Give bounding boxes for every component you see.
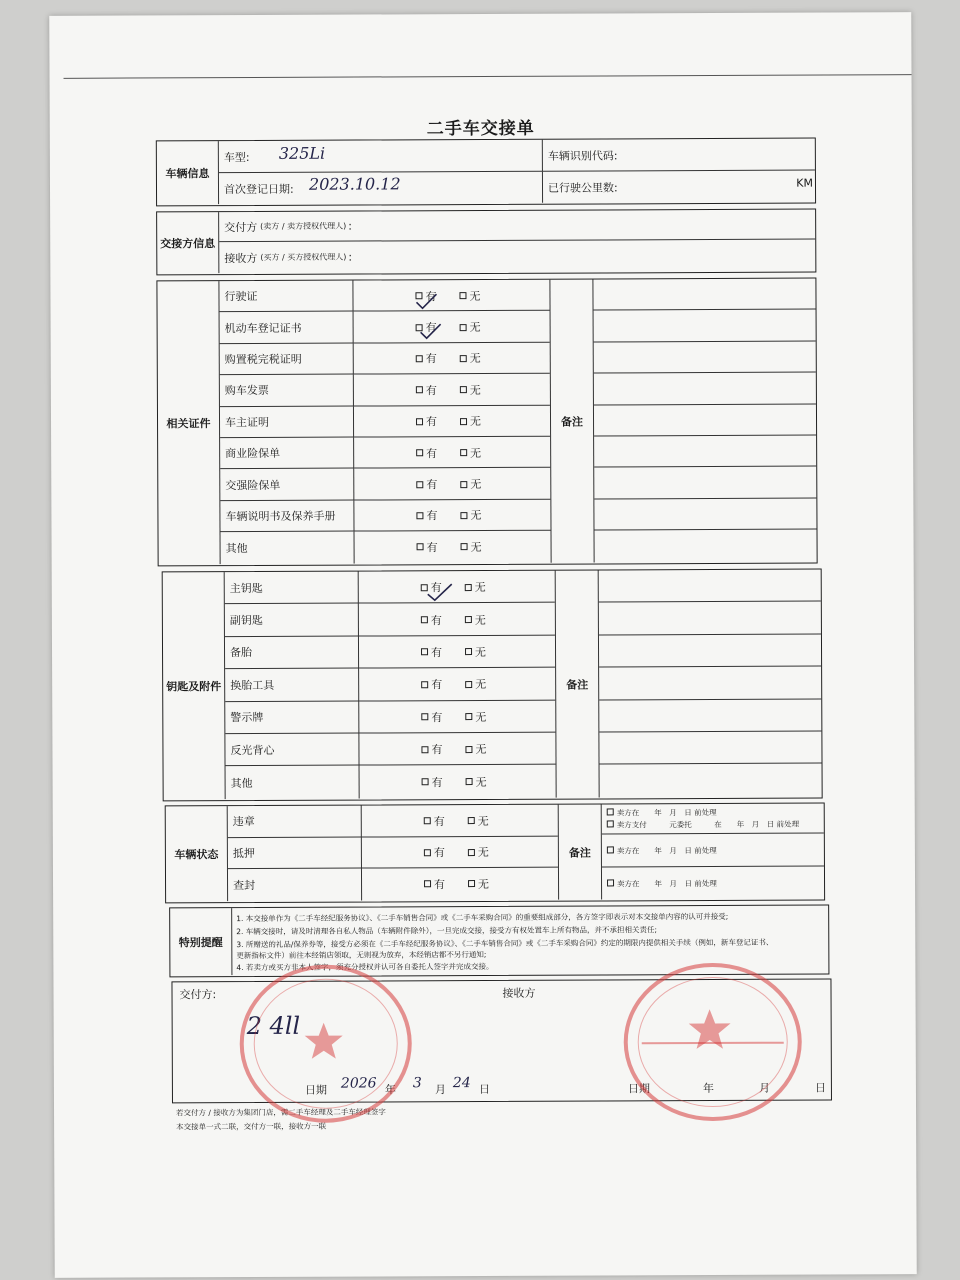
model-field [219,140,543,173]
left-date-day-hw: 24 [452,1075,471,1092]
keys-remark-line [599,634,821,667]
docs-item-name: 机动车登记证书 [224,321,302,335]
no-checkbox-icon [465,746,472,753]
no-checkbox-icon [468,817,475,824]
docs-item-label [220,438,354,470]
deliver-label: 交付方 [224,220,258,234]
footer-note-1: 若交付方 / 接收方为集团门店，需二手车经理及二手车经理签字 [176,1107,386,1118]
yes-checkbox-icon [416,418,423,425]
yes-checkbox-icon [421,616,428,623]
yes-checkbox-icon [421,746,428,753]
docs-option-yes[interactable]: 有 [416,437,437,468]
yes-checkbox-icon [417,544,424,551]
keys-section [162,569,823,802]
yes-checkbox-icon [421,649,428,656]
yes-checkbox-icon [424,881,431,888]
docs-item-label [219,281,353,313]
keys-remark-line [599,732,821,765]
docs-option-no[interactable]: 无 [460,343,481,374]
page-title: 二手车交接单 [426,118,535,140]
vehicle-info-section [156,138,816,207]
status-note-row-2 [602,834,824,868]
no-checkbox-icon [460,386,467,393]
keys-remark-line [599,602,821,635]
status-item-label [228,837,362,869]
docs-remark-line [595,530,817,562]
docs-item-name: 购置税完税证明 [224,352,302,367]
docs-option-yes[interactable]: 有 [416,469,437,500]
keys-option-yes[interactable]: 有 [422,766,443,798]
docs-option-no[interactable]: 无 [460,468,481,499]
mileage-unit: KM [796,176,814,190]
left-date-year-hw: 2026 [340,1075,377,1092]
docs-item-label [220,406,354,438]
docs-option-cell [354,374,550,406]
status-note-4: 卖方在 年 月 日 前处理 [617,878,717,889]
left-date-day: 日 [478,1082,490,1097]
no-checkbox-icon [461,543,468,550]
parties-section [156,209,816,276]
deliver-colon: : [348,219,352,233]
left-company-stamp [239,964,412,1123]
yes-checkbox-icon [416,449,423,456]
no-checkbox-icon [460,449,467,456]
docs-option-cell [354,405,550,437]
keys-remark-line [599,667,821,700]
docs-label: 相关证件 [157,281,220,564]
docs-option-no[interactable]: 无 [460,500,481,531]
parties-label: 交接方信息 [157,212,219,273]
keys-item-label [225,669,359,702]
docs-section [156,278,817,567]
keys-option-cell [360,765,556,798]
docs-remark-line [593,279,815,311]
status-option-no[interactable]: 无 [468,837,489,869]
docs-item-label [220,343,354,375]
docs-option-no[interactable]: 无 [460,437,481,468]
keys-item-label [225,734,359,767]
keys-item-name: 反光背心 [230,743,275,757]
keys-item-label [225,636,359,669]
reminder-line-5: 4. 若卖方或买方非本人签字，须充分授权并认可各自委托人签字并完成交接。 [236,961,494,973]
no-checkbox-icon [465,616,472,623]
docs-remark-line [594,310,816,342]
keys-option-no[interactable]: 无 [465,603,486,635]
receive-field [219,240,815,274]
docs-option-cell [354,311,550,343]
no-checkbox-icon [465,649,472,656]
docs-option-cell [354,343,550,375]
keys-remarks-label: 备注 [555,570,600,797]
right-date-month: 月 [758,1081,770,1095]
status-item-name: 查封 [233,878,256,893]
keys-option-cell [359,603,555,636]
status-note-2: 卖方支付 元委托 在 年 月 日 前处理 [616,819,800,830]
no-checkbox-icon [468,881,475,888]
receive-label: 接收方 [224,251,258,265]
deliver-note: (卖方 / 卖方授权代理人) [260,221,347,231]
no-checkbox-icon [465,713,472,720]
docs-option-cell [355,531,551,563]
docs-item-label [220,312,354,344]
checkmark-icon [419,322,443,340]
docs-remark-line [594,404,816,436]
keys-label: 钥匙及附件 [163,572,226,799]
status-note-3: 卖方在 年 月 日 前处理 [616,845,717,856]
docs-remarks-label: 备注 [549,280,594,563]
keys-option-no[interactable]: 无 [465,636,486,668]
docs-option-no[interactable]: 无 [459,280,480,311]
left-date-month-hw: 3 [412,1075,422,1092]
checkmark-icon [426,582,454,602]
keys-option-cell [359,733,555,766]
docs-remark-line [594,498,816,530]
no-checkbox-icon [466,778,473,785]
checkmark-icon [414,292,438,310]
keys-option-no[interactable]: 无 [465,701,486,733]
receive-sign-label: 接收方 [502,986,536,1000]
reminder-line-2: 2. 车辆交接时，请及时清理各自私人物品（车辆附件除外），一旦完成交接，接受方有权处置车上所有物品，并不承担相关责任; [236,925,658,937]
document-page [49,12,916,1278]
no-checkbox-icon [460,512,467,519]
keys-option-no[interactable]: 无 [465,733,486,765]
keys-item-label [225,701,359,734]
docs-option-yes[interactable]: 有 [416,500,437,531]
keys-option-cell [359,571,555,604]
docs-option-no[interactable]: 无 [460,406,481,437]
docs-item-name: 交强险保单 [225,478,281,492]
left-date-label: 日期 [304,1083,327,1097]
docs-option-yes[interactable]: 有 [416,374,437,405]
docs-item-name: 车主证明 [224,415,270,429]
keys-option-cell [359,635,555,668]
vin-field [543,139,815,172]
mileage-label: 已行驶公里数: [547,180,618,195]
docs-option-no[interactable]: 无 [460,311,481,342]
status-item-name: 抵押 [232,846,255,860]
keys-item-name: 其他 [230,776,253,790]
docs-option-cell [354,468,550,500]
mileage-field [543,171,815,203]
keys-option-yes[interactable]: 有 [421,604,442,636]
reg-date-label: 首次登记日期: [223,182,294,196]
right-date-day: 日 [814,1081,826,1095]
keys-item-name: 副钥匙 [229,614,263,628]
top-rule [64,74,912,79]
docs-item-name: 车辆说明书及保养手册 [225,509,336,524]
reg-date-value: 2023.10.12 [308,174,401,194]
receive-note: (买方 / 买方授权代理人) [260,252,347,262]
docs-remark-line [594,373,816,405]
keys-remark-line [600,764,822,797]
yes-checkbox-icon [421,714,428,721]
docs-item-label [220,375,354,407]
no-checkbox-icon [460,481,467,488]
docs-item-label [221,532,355,564]
left-date-month: 月 [434,1083,446,1097]
status-option-no[interactable]: 无 [468,805,489,837]
right-stamp-star-icon [688,1007,732,1051]
yes-checkbox-icon [424,818,431,825]
model-label: 车型: [223,150,250,164]
keys-option-no[interactable]: 无 [465,668,486,700]
docs-remark-line [594,436,816,468]
docs-item-name: 行驶证 [224,290,258,304]
docs-item-name: 其他 [225,541,248,555]
no-checkbox-icon [468,849,475,856]
status-section [165,803,825,904]
no-checkbox-icon [459,292,466,299]
keys-option-yes[interactable]: 有 [421,636,442,668]
reminder-line-3: 3. 所赠送的礼品/保养券等，接受方必须在《二手车经纪服务协议》、《二手车销售合同》或《二手车采购合同》约定的期限内提供相关手续（例如，新车登记证书、 [236,937,774,950]
status-option-cell [362,805,558,837]
docs-item-label [220,500,354,532]
status-option-cell [362,836,558,868]
keys-remark-line [599,699,821,732]
docs-option-no[interactable]: 无 [461,531,482,562]
deliver-sign-label: 交付方: [179,988,217,1002]
left-stamp-star-icon [304,1021,344,1061]
keys-item-name: 警示牌 [230,711,264,725]
vin-label: 车辆识别代码: [547,148,618,163]
docs-item-name: 商业险保单 [225,447,281,461]
yes-checkbox-icon [416,355,423,362]
yes-checkbox-icon [416,387,423,394]
docs-option-yes[interactable]: 有 [416,312,437,343]
no-checkbox-icon [465,681,472,688]
docs-option-cell [354,437,550,469]
yes-checkbox-icon [416,481,423,488]
docs-option-cell [354,500,550,532]
vehicle-info-label: 车辆信息 [157,141,219,204]
status-option-cell [362,868,558,900]
keys-option-yes[interactable]: 有 [421,668,442,700]
docs-option-yes[interactable]: 有 [416,406,437,437]
reminder-line-4: 更新指标文件）前往本经销店领取，无则视为放弃，本经销店都不另行通知; [236,949,487,961]
deliver-field [219,210,815,243]
docs-option-yes[interactable]: 有 [415,280,436,311]
status-item-label [228,869,362,901]
footer-note-2: 本交接单一式二联，交付方一联，接收方一联 [176,1121,327,1132]
status-note-1: 卖方在 年 月 日 前处理 [616,807,717,818]
keys-item-label [225,572,359,605]
keys-option-yes[interactable]: 有 [421,733,442,765]
yes-checkbox-icon [422,778,429,785]
status-option-yes[interactable]: 有 [424,805,445,837]
right-date-label: 日期 [627,1082,650,1096]
status-option-no[interactable]: 无 [468,868,489,900]
docs-option-cell [353,280,549,312]
left-date-year: 年 [384,1083,396,1097]
keys-option-cell [359,700,555,733]
keys-option-cell [359,668,555,701]
right-company-stamp [623,963,802,1122]
status-note-row-3 [602,867,824,900]
docs-option-no[interactable]: 无 [460,374,481,405]
keys-remark-line [599,570,821,603]
keys-item-name: 备胎 [230,646,253,660]
reminder-label: 特别提醒 [170,908,232,975]
no-checkbox-icon [460,418,467,425]
no-checkbox-icon [465,584,472,591]
status-item-label [228,806,362,838]
keys-item-label [226,766,360,799]
yes-checkbox-icon [424,849,431,856]
status-label: 车辆状态 [166,806,228,901]
docs-item-name: 购车发票 [224,384,269,398]
keys-item-name: 换胎工具 [230,678,275,692]
status-note-row-1 [602,804,824,835]
yes-checkbox-icon [416,512,423,519]
deliver-signature: 2 4ll [246,1011,301,1041]
keys-item-label [225,604,359,637]
keys-option-no[interactable]: 无 [466,765,487,797]
docs-remark-line [594,341,816,373]
model-value: 325Li [278,143,326,163]
receive-colon: : [348,250,353,264]
no-checkbox-icon [460,324,467,331]
docs-option-yes[interactable]: 有 [417,531,438,562]
status-option-yes[interactable]: 有 [424,837,445,869]
status-option-yes[interactable]: 有 [424,868,445,900]
reminder-line-1: 1. 本交接单作为《二手车经纪服务协议》、《二手车销售合同》或《二手车采购合同》的重要组成部分，各方签字即表示对本交接单内容的认可并接受; [236,911,729,924]
keys-option-yes[interactable]: 有 [421,571,442,603]
keys-option-no[interactable]: 无 [465,571,486,603]
right-date-year: 年 [702,1081,714,1096]
status-item-name: 违章 [232,815,255,829]
status-remarks-label: 备注 [558,804,602,899]
docs-option-yes[interactable]: 有 [416,343,437,374]
keys-item-name: 主钥匙 [229,581,263,595]
docs-item-label [220,469,354,501]
keys-option-yes[interactable]: 有 [421,701,442,733]
yes-checkbox-icon [421,681,428,688]
docs-remark-line [594,467,816,499]
no-checkbox-icon [460,355,467,362]
